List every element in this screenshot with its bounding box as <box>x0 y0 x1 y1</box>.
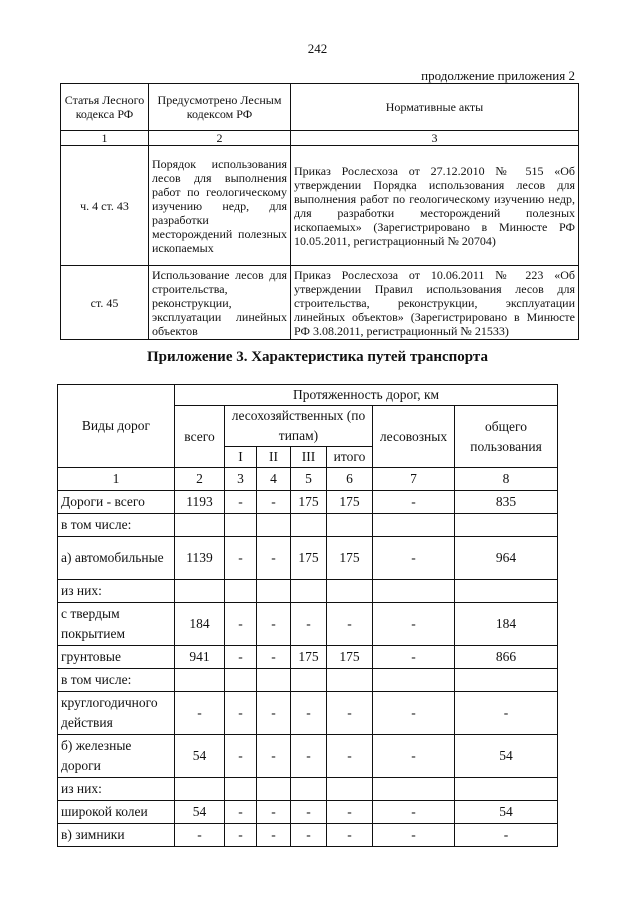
value-cell: - <box>373 824 455 847</box>
table-row <box>58 735 558 778</box>
value-cell <box>257 669 291 692</box>
value-cell: - <box>175 692 225 735</box>
table-row <box>58 646 558 669</box>
value-cell: - <box>225 735 257 778</box>
value-cell: 54 <box>175 801 225 824</box>
column-number: 3 <box>225 468 257 491</box>
header-acts: Нормативные акты <box>291 84 579 131</box>
column-numbers-row <box>58 468 558 491</box>
value-cell <box>175 669 225 692</box>
value-cell: 175 <box>291 537 327 580</box>
column-number: 4 <box>257 468 291 491</box>
sub-header-total: итого <box>327 447 373 468</box>
value-cell: 835 <box>455 491 558 514</box>
value-cell: 54 <box>455 801 558 824</box>
column-number: 8 <box>455 468 558 491</box>
column-number: 3 <box>291 131 579 146</box>
table-row <box>58 580 558 603</box>
value-cell <box>291 580 327 603</box>
table-row <box>58 801 558 824</box>
value-cell: - <box>373 801 455 824</box>
value-cell: 184 <box>455 603 558 646</box>
value-cell: - <box>291 735 327 778</box>
value-cell: - <box>225 537 257 580</box>
article-cell: ч. 4 ст. 43 <box>61 146 149 266</box>
value-cell <box>175 778 225 801</box>
value-cell: - <box>327 735 373 778</box>
value-cell: - <box>225 692 257 735</box>
value-cell: 1139 <box>175 537 225 580</box>
value-cell: - <box>291 603 327 646</box>
value-cell: - <box>327 824 373 847</box>
value-cell: - <box>257 735 291 778</box>
value-cell <box>225 580 257 603</box>
table-row <box>58 537 558 580</box>
road-type-cell: Дороги - всего <box>58 491 175 514</box>
value-cell: - <box>225 603 257 646</box>
value-cell: - <box>291 801 327 824</box>
value-cell <box>373 669 455 692</box>
value-cell: - <box>257 491 291 514</box>
sub-header-i: I <box>225 447 257 468</box>
value-cell <box>455 514 558 537</box>
road-type-cell: в том числе: <box>58 514 175 537</box>
column-number: 5 <box>291 468 327 491</box>
value-cell: - <box>257 537 291 580</box>
value-cell: - <box>455 692 558 735</box>
value-cell <box>257 778 291 801</box>
value-cell: - <box>225 491 257 514</box>
value-cell: - <box>225 801 257 824</box>
normative-acts-table <box>60 83 579 340</box>
continuation-note: продолжение приложения 2 <box>421 68 575 83</box>
value-cell <box>327 580 373 603</box>
value-cell <box>291 514 327 537</box>
value-cell <box>455 778 558 801</box>
act-cell: Приказ Рослесхоза от 27.12.2010 № 515 «Об утверждении Порядка использования лесов для выполнения работ по геологическому изучению недр, для разработки месторождений полезных ископаемых» (Зарегистрировано в Минюсте РФ 10.05.2011, регистрационный № 20704) <box>291 146 579 266</box>
table-row <box>58 824 558 847</box>
header-timber: лесовозных <box>373 406 455 468</box>
column-number: 7 <box>373 468 455 491</box>
road-type-cell: б) железные дороги <box>58 735 175 778</box>
road-type-cell: широкой колеи <box>58 801 175 824</box>
value-cell: - <box>373 603 455 646</box>
value-cell <box>373 514 455 537</box>
value-cell <box>455 580 558 603</box>
value-cell: 175 <box>291 646 327 669</box>
value-cell: - <box>257 801 291 824</box>
value-cell: - <box>327 603 373 646</box>
column-number: 2 <box>149 131 291 146</box>
value-cell <box>225 778 257 801</box>
value-cell <box>327 778 373 801</box>
value-cell: - <box>175 824 225 847</box>
value-cell: - <box>291 692 327 735</box>
value-cell: 1193 <box>175 491 225 514</box>
road-type-cell: грунтовые <box>58 646 175 669</box>
value-cell: - <box>373 537 455 580</box>
value-cell: 175 <box>327 646 373 669</box>
road-type-cell: в том числе: <box>58 669 175 692</box>
header-total: всего <box>175 406 225 468</box>
header-article: Статья Лесного кодекса РФ <box>61 84 149 131</box>
value-cell: - <box>225 824 257 847</box>
road-type-cell: а) автомобильные <box>58 537 175 580</box>
road-type-cell: из них: <box>58 778 175 801</box>
provision-cell: Порядок использования лесов для выполнения работ по геологическому изучению недр, для разработки месторождений полезных ископаемых <box>149 146 291 266</box>
value-cell: 866 <box>455 646 558 669</box>
road-type-cell: в) зимники <box>58 824 175 847</box>
value-cell: - <box>327 692 373 735</box>
header-provision: Предусмотрено Лесным кодексом РФ <box>149 84 291 131</box>
header-forestry: лесохозяйственных (по типам) <box>225 406 373 447</box>
column-number: 6 <box>327 468 373 491</box>
value-cell <box>373 580 455 603</box>
page-number: 242 <box>307 41 328 56</box>
value-cell: 184 <box>175 603 225 646</box>
table-row <box>61 266 579 340</box>
value-cell: 175 <box>327 537 373 580</box>
appendix-title: Приложение 3. Характеристика путей транспорта <box>147 349 488 365</box>
header-road-types: Виды дорог <box>58 385 175 468</box>
value-cell <box>291 669 327 692</box>
act-cell: Приказ Рослесхоза от 10.06.2011 № 223 «Об утверждении Правил использования лесов для строительства, реконструкции, эксплуатации линейных объектов» (Зарегистрировано в Минюсте РФ 3.08.2011, регистрационный № 21533) <box>291 266 579 340</box>
value-cell <box>257 580 291 603</box>
table-row <box>58 603 558 646</box>
value-cell: - <box>257 824 291 847</box>
column-numbers-row <box>61 131 579 146</box>
header-public: общего пользования <box>455 406 558 468</box>
value-cell: - <box>257 603 291 646</box>
value-cell: - <box>225 646 257 669</box>
table-header-row <box>61 84 579 131</box>
header-road-length: Протяженность дорог, км <box>175 385 558 406</box>
value-cell: 175 <box>291 491 327 514</box>
value-cell <box>327 669 373 692</box>
value-cell: 964 <box>455 537 558 580</box>
value-cell: 941 <box>175 646 225 669</box>
value-cell: - <box>257 646 291 669</box>
sub-header-iii: III <box>291 447 327 468</box>
value-cell: - <box>291 824 327 847</box>
value-cell <box>291 778 327 801</box>
table-row <box>58 491 558 514</box>
column-number: 1 <box>58 468 175 491</box>
table-row <box>58 669 558 692</box>
column-number: 1 <box>61 131 149 146</box>
column-number: 2 <box>175 468 225 491</box>
table-header-row <box>58 385 558 406</box>
article-cell: ст. 45 <box>61 266 149 340</box>
value-cell <box>225 514 257 537</box>
value-cell: 54 <box>455 735 558 778</box>
value-cell: 54 <box>175 735 225 778</box>
value-cell <box>225 669 257 692</box>
value-cell <box>175 514 225 537</box>
value-cell: - <box>327 801 373 824</box>
road-type-cell: из них: <box>58 580 175 603</box>
value-cell <box>327 514 373 537</box>
value-cell: - <box>257 692 291 735</box>
sub-header-ii: II <box>257 447 291 468</box>
value-cell <box>455 669 558 692</box>
value-cell: - <box>373 735 455 778</box>
value-cell: - <box>455 824 558 847</box>
table-row <box>58 514 558 537</box>
provision-cell: Использование лесов для строительства, реконструкции, эксплуатации линейных объектов <box>149 266 291 340</box>
table-row <box>61 146 579 266</box>
table-row <box>58 692 558 735</box>
value-cell <box>373 778 455 801</box>
value-cell: - <box>373 491 455 514</box>
value-cell <box>175 580 225 603</box>
road-type-cell: с твердым покрытием <box>58 603 175 646</box>
value-cell: 175 <box>327 491 373 514</box>
value-cell: - <box>373 692 455 735</box>
value-cell: - <box>373 646 455 669</box>
transport-roads-table <box>57 384 558 847</box>
road-type-cell: круглогодичного действия <box>58 692 175 735</box>
value-cell <box>257 514 291 537</box>
table-row <box>58 778 558 801</box>
